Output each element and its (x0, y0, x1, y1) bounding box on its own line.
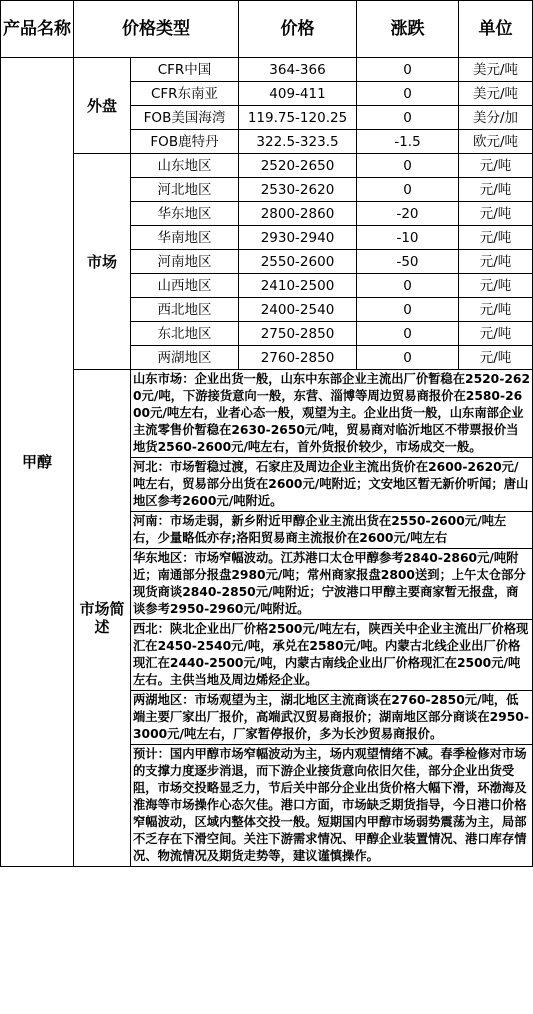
change-cell: -10 (357, 226, 459, 250)
unit-cell: 元/吨 (459, 178, 533, 202)
price-type-cell: 山东地区 (131, 154, 239, 178)
price-type-cell: CFR中国 (131, 58, 239, 82)
summary-shandong: 山东市场：企业出货一般，山东中东部企业主流出厂价暂稳在2520-2620元/吨，下游接货意向一般，东营、淄博等周边贸易商报价在2580-2600元/吨左右，业者心态一般，观望为主。企业出货一般，山东南部企业主流零售价暂稳在2630-2650元/吨，贸易商对临沂地区不带票报价当地货2560-2600元/吨左右，首外货报价较少，市场成交一般。 (131, 370, 533, 458)
summary-east-china: 华东地区：市场窄幅波动。江苏港口太仓甲醇参考2840-2860元/吨附近；南通部分报盘2980元/吨；常州商家报盘2800送到；上午太仓部分现货商谈2840-2850元/吨附近；宁波港口甲醇主要商家暂无报盘，商谈参考2950-2960元/吨附近。 (131, 549, 533, 620)
summary-henan: 河南：市场走弱，新乡附近甲醇企业主流出货在2550-2600元/吨左右，少量略低亦存;洛阳贸易商主流报价在2600元/吨左右 (131, 512, 533, 549)
change-cell: 0 (357, 58, 459, 82)
price-type-cell: 华东地区 (131, 202, 239, 226)
change-cell: 0 (357, 178, 459, 202)
header-unit: 单位 (459, 1, 533, 58)
price-cell: 2410-2500 (239, 274, 357, 298)
price-cell: 2550-2600 (239, 250, 357, 274)
summary-forecast: 预计：国内甲醇市场窄幅波动为主，场内观望情绪不减。春季检修对市场的支撑力度逐步消退，而下游企业接货意向依旧欠佳，部分企业出货受阻，市场交投略显乏力，节后关中部分企业出货价格大幅下滑，环渤海及淮海等市场操作心态欠佳。港口方面，市场缺乏期货指导，今日港口价格窄幅波动，区域内整体交投一般。短期国内甲醇市场弱势震荡为主，局部不乏存在下滑空间。关注下游需求情况、甲醇企业装置情况、港口库存情况、物流情况及期货走势等，建议谨慎操作。 (131, 745, 533, 867)
price-type-cell: 两湖地区 (131, 346, 239, 370)
price-cell: 409-411 (239, 82, 357, 106)
table-row (1, 154, 533, 178)
price-type-cell: FOB美国海湾 (131, 106, 239, 130)
group-market: 市场 (74, 154, 131, 370)
unit-cell: 美分/加 (459, 106, 533, 130)
change-cell: 0 (357, 346, 459, 370)
header-row (1, 1, 533, 58)
unit-cell: 元/吨 (459, 202, 533, 226)
unit-cell: 欧元/吨 (459, 130, 533, 154)
change-cell: 0 (357, 106, 459, 130)
price-cell: 2530-2620 (239, 178, 357, 202)
price-type-cell: 西北地区 (131, 298, 239, 322)
price-type-cell: 山西地区 (131, 274, 239, 298)
table-row (1, 58, 533, 82)
change-cell: -1.5 (357, 130, 459, 154)
summary-northwest: 西北：陕北企业出厂价格2500元/吨左右，陕西关中企业主流出厂价格现汇在2450-2540元/吨，承兑在2580元/吨。内蒙古北线企业出厂价格现汇在2440-2500元/吨，内蒙古南线企业出厂价格现汇在2500元/吨左右。主供当地及周边烯烃企业。 (131, 620, 533, 691)
price-cell: 2750-2850 (239, 322, 357, 346)
change-cell: 0 (357, 154, 459, 178)
header-product: 产品名称 (1, 1, 74, 58)
unit-cell: 美元/吨 (459, 82, 533, 106)
price-type-cell: 华南地区 (131, 226, 239, 250)
header-price-type: 价格类型 (74, 1, 239, 58)
unit-cell: 元/吨 (459, 154, 533, 178)
price-type-cell: FOB鹿特丹 (131, 130, 239, 154)
change-cell: 0 (357, 298, 459, 322)
unit-cell: 元/吨 (459, 226, 533, 250)
price-cell: 119.75-120.25 (239, 106, 357, 130)
unit-cell: 元/吨 (459, 298, 533, 322)
price-type-cell: 河北地区 (131, 178, 239, 202)
summary-hebei: 河北：市场暂稳过渡，石家庄及周边企业主流出货价在2600-2620元/吨左右，贸易部分出货在2600元/吨附近；文安地区暂无新价听闻；唐山地区参考2600元/吨附近。 (131, 458, 533, 512)
unit-cell: 元/吨 (459, 346, 533, 370)
price-cell: 364-366 (239, 58, 357, 82)
change-cell: 0 (357, 82, 459, 106)
header-price: 价格 (239, 1, 357, 58)
product-name: 甲醇 (1, 58, 74, 867)
price-cell: 2800-2860 (239, 202, 357, 226)
group-external: 外盘 (74, 58, 131, 154)
price-cell: 322.5-323.5 (239, 130, 357, 154)
price-type-cell: 河南地区 (131, 250, 239, 274)
unit-cell: 元/吨 (459, 274, 533, 298)
summary-hubei-hunan: 两湖地区：市场观望为主，湖北地区主流商谈在2760-2850元/吨，低端主要厂家出厂报价，高端武汉贸易商报价；湖南地区部分商谈在2950-3000元/吨左右，厂家暂停报价，多为长沙贸易商报价。 (131, 691, 533, 745)
unit-cell: 美元/吨 (459, 58, 533, 82)
header-change: 涨跌 (357, 1, 459, 58)
unit-cell: 元/吨 (459, 250, 533, 274)
change-cell: 0 (357, 274, 459, 298)
summary-row (1, 370, 533, 458)
unit-cell: 元/吨 (459, 322, 533, 346)
group-summary: 市场简述 (74, 370, 131, 867)
change-cell: -20 (357, 202, 459, 226)
price-cell: 2520-2650 (239, 154, 357, 178)
price-cell: 2760-2850 (239, 346, 357, 370)
price-cell: 2930-2940 (239, 226, 357, 250)
price-cell: 2400-2540 (239, 298, 357, 322)
price-type-cell: CFR东南亚 (131, 82, 239, 106)
change-cell: -50 (357, 250, 459, 274)
change-cell: 0 (357, 322, 459, 346)
price-type-cell: 东北地区 (131, 322, 239, 346)
